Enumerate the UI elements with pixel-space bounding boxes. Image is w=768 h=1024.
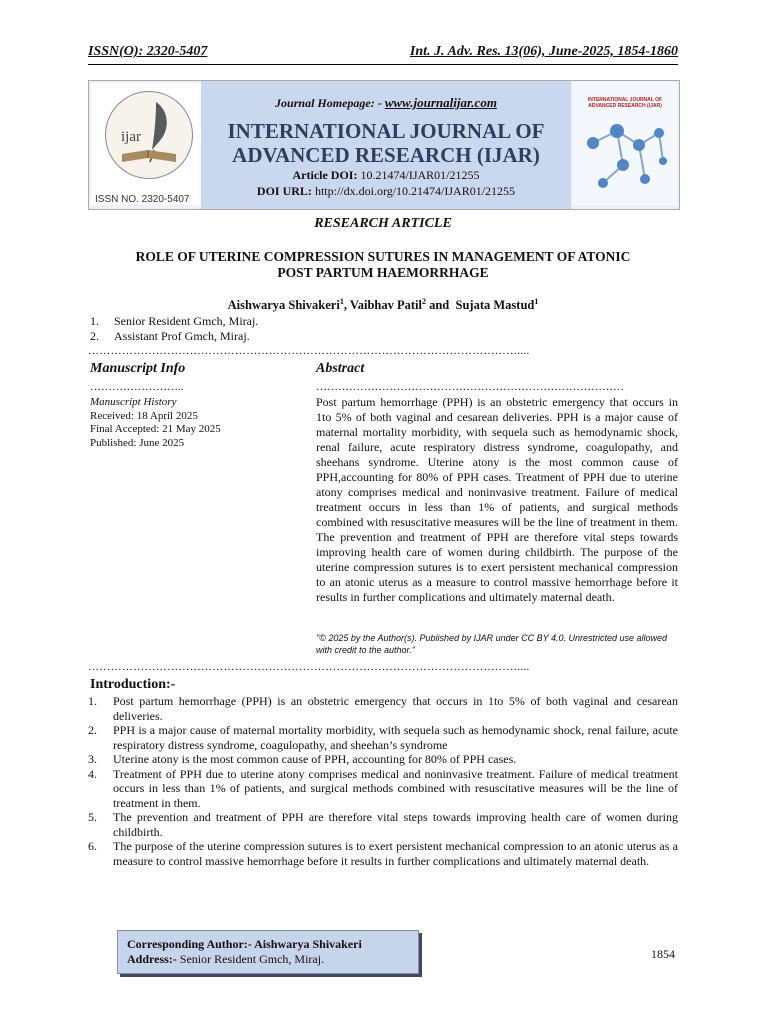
author-name: Sujata Mastud: [455, 298, 535, 313]
article-doi: 10.21474/IJAR01/21255: [360, 168, 480, 182]
corresponding-label: Corresponding Author:-: [127, 937, 252, 951]
manuscript-dots: ……………………..: [90, 381, 184, 393]
affiliation-number: 2.: [90, 329, 99, 343]
journal-logo: [91, 83, 201, 205]
list-item: [88, 810, 678, 839]
affiliation-number: 1.: [90, 314, 99, 328]
logo-emblem: [105, 91, 193, 179]
list-number: 1.: [88, 694, 97, 708]
author-name: Aishwarya Shivakeri: [227, 298, 340, 313]
article-type: RESEARCH ARTICLE: [314, 216, 452, 231]
introduction-heading: Introduction:-: [90, 677, 176, 692]
accepted-date: Final Accepted: 21 May 2025: [90, 423, 221, 435]
abstract-dots: …………………………………………………………………………: [316, 381, 624, 393]
molecule-icon: [573, 83, 677, 205]
list-number: 4.: [88, 766, 97, 781]
history-label: Manuscript History: [90, 396, 177, 408]
author-separator: and: [425, 298, 456, 313]
journal-homepage: [201, 95, 571, 111]
abstract-heading: Abstract: [316, 361, 365, 376]
doi-url-label: DOI URL:: [256, 184, 312, 198]
list-text: Treatment of PPH due to uterine atony comprises medical and noninvasive treatment. Failure of medical treatment occurs in less than 1% of patients, and surgical methods combined with resuscitative measures will be the line of treatment in them.: [113, 766, 678, 810]
address-text: Senior Resident Gmch, Miraj.: [179, 952, 325, 966]
list-number: 2.: [88, 723, 97, 737]
logo-issn: ISSN NO. 2320-5407: [95, 194, 190, 205]
journal-title-line2: ADVANCED RESEARCH (IJAR): [232, 143, 540, 167]
journal-title: [201, 119, 571, 167]
cover-title: INTERNATIONAL JOURNAL OF ADVANCED RESEARCH (IJAR): [587, 97, 663, 109]
journal-banner: [88, 80, 680, 210]
issn-text: ISSN(O): 2320-5407: [88, 44, 208, 59]
published-date: Published: June 2025: [90, 436, 185, 449]
list-number: 5.: [88, 810, 97, 824]
section-separator: ……………………………………………………………………………………………………....: [88, 345, 530, 357]
doi-block: [201, 167, 571, 199]
journal-cover: [573, 83, 677, 205]
affiliation-2: [90, 329, 250, 343]
corresponding-name: Aishwarya Shivakeri: [254, 937, 362, 951]
manuscript-history: [90, 396, 221, 450]
list-number: 6.: [88, 839, 97, 853]
list-item: [88, 839, 678, 868]
affiliation-text: Senior Resident Gmch, Miraj.: [114, 314, 259, 328]
list-text: Uterine atony is the most common cause of PPH, accounting for 80% of PPH cases.: [113, 752, 517, 766]
list-text: The prevention and treatment of PPH are therefore vital steps towards improving health care of women during childbirth.: [113, 810, 678, 839]
section-separator: ……………………………………………………………………………………………………....: [88, 661, 530, 673]
page-number: 1854: [651, 947, 675, 961]
manuscript-info-heading: Manuscript Info: [90, 361, 186, 376]
journal-title-line1: INTERNATIONAL JOURNAL OF: [227, 119, 545, 143]
list-text: The purpose of the uterine compression sutures is to exert persistent mechanical compression to an atonic uterus as a measure to control massive hemorrhage before it results in further complications and ultimately maternal death.: [113, 839, 678, 868]
author-list: [88, 297, 678, 313]
author-sup: 2: [421, 297, 426, 306]
author-separator: ,: [343, 298, 350, 313]
address-label: Address:-: [127, 952, 177, 966]
list-text: PPH is a major cause of maternal mortality morbidity, with sequela such as hemodynamic shock, renal failure, acute respiratory distress syndrome, coagulopathy, and sheehan’s syndrome: [113, 723, 678, 752]
quill-book-icon: [106, 92, 192, 178]
doi-url-link[interactable]: http://dx.doi.org/10.21474/IJAR01/21255: [314, 184, 516, 198]
author-sup: 1: [339, 297, 344, 306]
corresponding-author: [127, 937, 362, 952]
author-sup: 1: [534, 297, 539, 306]
logo-text: ijar: [121, 129, 141, 145]
introduction-list: [88, 694, 678, 868]
article-title-line1: ROLE OF UTERINE COMPRESSION SUTURES IN MANAGEMENT OF ATONIC: [135, 249, 631, 264]
list-item: [88, 723, 678, 752]
author-name: Vaibhav Patil: [349, 298, 422, 313]
affiliation-text: Assistant Prof Gmch, Miraj.: [114, 329, 250, 343]
homepage-link[interactable]: www.journalijar.com: [384, 95, 497, 110]
list-item: [88, 752, 678, 767]
abstract-text: Post partum hemorrhage (PPH) is an obstetric emergency that occurs in 1to 5% of both vaginal and cesarean deliveries. PPH is a major cause of maternal mortality morbidity, with sequela such as hemodynamic shock, renal failure, acute respiratory distress syndrome, coagulopathy, and sheehans syndrome. Uterine atony is the most common cause of PPH,accounting for 80% of PPH cases. Treatment of PPH due to uterine atony comprises medical and noninvasive treatment. Failure of medical treatment occurs in less than 1% of patients, and surgical methods combined with resuscitative measures will be the line of treatment in them. The prevention and treatment of PPH are therefore vital steps towards improving health care of women during childbirth. The purpose of the uterine compression sutures is to exert persistent mechanical compression to an atonic uterus as a measure to control massive hemorrhage before it results in further complications and ultimately maternal death.: [316, 395, 678, 604]
list-item: [88, 694, 678, 723]
affiliation-1: [90, 314, 258, 328]
article-title: [88, 249, 678, 281]
corresponding-author-box: [117, 930, 419, 974]
header-rule: [88, 64, 678, 65]
corresponding-address: [127, 952, 324, 967]
banner-center: [201, 81, 571, 209]
citation-text: Int. J. Adv. Res. 13(06), June-2025, 1854-1860: [409, 44, 678, 59]
homepage-label: Journal Homepage: -: [275, 96, 382, 110]
article-title-line2: POST PARTUM HAEMORRHAGE: [277, 265, 489, 280]
list-text: Post partum hemorrhage (PPH) is an obstetric emergency that occurs in 1to 5% of both vaginal and cesarean deliveries.: [113, 694, 678, 723]
license-note: "© 2025 by the Author(s). Published by IJAR under CC BY 4.0. Unrestricted use allowed with credit to the author.": [316, 633, 668, 655]
received-date: Received: 18 April 2025: [90, 409, 198, 422]
list-number: 3.: [88, 752, 97, 766]
list-item: [88, 767, 678, 811]
article-doi-label: Article DOI:: [292, 168, 358, 182]
